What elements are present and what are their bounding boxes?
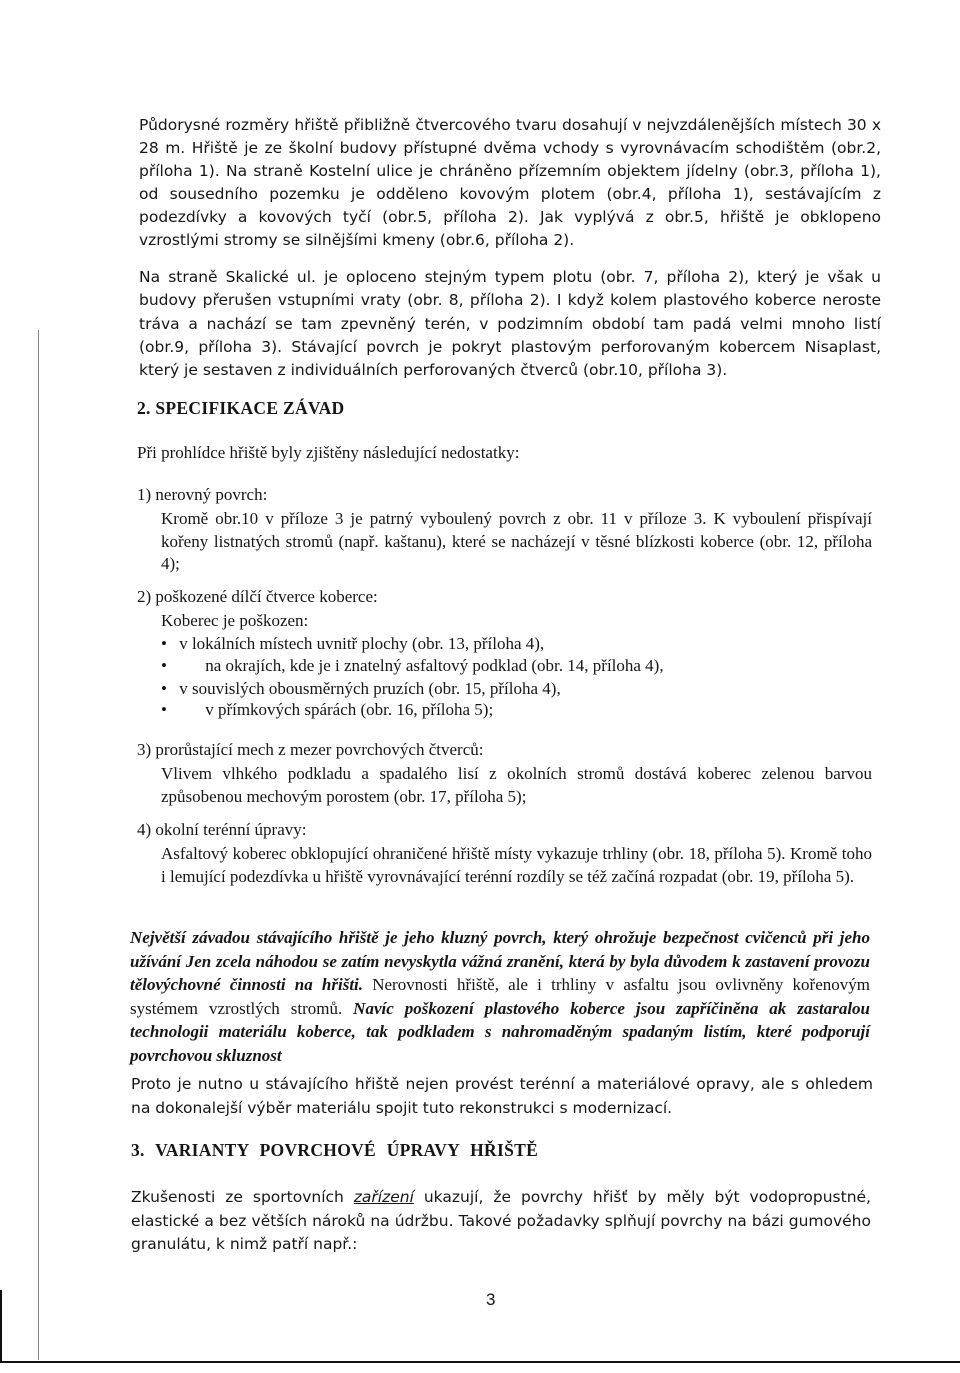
defect-4-text: Asfaltový koberec obklopující ohraničené hřiště místy vykazuje trhliny (obr. 18, příloha 5). Kromě toho i lemující podezdívka u hřiště vyrovnávající terénní rozdíly se též začíná rozpadat (obr. 19, příloha 5). [161,844,872,886]
bullet-icon: • [161,634,167,653]
intro-paragraph-1: Půdorysné rozměry hřiště přibližně čtvercového tvaru dosahují v nejvzdálenějších místech 30 x 28 m. Hřiště je ze školní budovy přístupné dvěma vchody s vyrovnávacím schodištěm (obr.2, příloha 1). Na straně Kostelní ulice je chráněno přízemním objektem jídelny (obr.3, příloha 1), od sousedního pozemku je odděleno kovovým plotem (obr.4, příloha 1), sestávajícím z podezdívky a kovových tyčí (obr.5, příloha 2). Jak vyplývá z obr.5, hřiště je obklopeno vzrostlými stromy se silnějšími kmeny (obr.6, příloha 2). [139,116,881,249]
bullet-icon: • [161,679,167,698]
defect-3-text: Vlivem vlhkého podkladu a spadalého lisí z okolních stromů dostává koberec zelenou barvou způsobenou mechovým porostem (obr. 17, příloha 5); [161,764,872,806]
list-item: • na okrajích, kde je i znatelný asfaltový podklad (obr. 14, příloha 4), [161,656,664,675]
list-item: • v souvislých obousměrných pruzích (obr. 15, příloha 4), [161,679,561,698]
section-2-heading: 2. SPECIFIKACE ZÁVAD [137,398,345,418]
scan-bottom-line [0,1361,960,1363]
list-item: • v lokálních místech uvnitř plochy (obr. 13, příloha 4), [161,634,545,653]
defect-2-label: 2) poškozené dílčí čtverce koberce: [137,587,378,606]
defect-4-label: 4) okolní terénní úpravy: [137,820,307,839]
intro-paragraph-2: Na straně Skalické ul. je oploceno stejným typem plotu (obr. 7, příloha 2), který je však u budovy přerušen vstupními vraty (obr. 8, příloha 2). I když kolem plastového koberce neroste tráva a nachází se tam zpevněný terén, v podzimním období tam padá velmi mnoho listí (obr.9, příloha 3). Stávající povrch je pokryt plastovým perforovaným kobercem Nisaplast, který je sestaven z individuálních perforovaných čtverců (obr.10, příloha 3). [139,268,881,380]
defect-2-text: Koberec je poškozen: [161,611,309,630]
page-number: 3 [486,1290,496,1309]
defect-1-text: Kromě obr.10 v příloze 3 je patrný vyboulený povrch z obr. 11 v příloze 3. K vyboulení přispívají kořeny listnatých stromů (např. kaštanu), které se nacházejí v těsné blízkosti koberce (obr. 12, příloha 4); [161,509,872,573]
defect-1-label: 1) nerovný povrch: [137,485,268,504]
scan-left-edge [0,1290,2,1362]
scan-margin-line [38,330,39,1360]
defect-3-label: 3) prorůstající mech z mezer povrchových čtverců: [137,740,484,759]
section-3-heading: 3. VARIANTY POVRCHOVÉ ÚPRAVY HŘIŠTĚ [131,1140,539,1160]
bullet-icon: • [161,700,167,719]
list-item: • v přímkových spárách (obr. 16, příloha 5); [161,700,494,719]
main-defect-summary: Největší závadou stávajícího hřiště je jeho kluzný povrch, který ohrožuje bezpečnost cvičenců při jeho užívání Jen zcela náhodou se zatím nevyskytla vážná zranění, která by byla důvodem k zastavení provozu tělovýchovné činnosti na hřišti. Nerovnosti hřiště, ale i trhliny v asfaltu jsou ovlivněny kořenovým systémem vzrostlých stromů. Navíc poškození plastového koberce jsou zapříčiněna ak zastaralou technologii materiálu koberce, tak podkladem s nahromaděným spadaným listím, které podporují povrchovou skluznost [130,928,871,1065]
bullet-icon: • [161,656,167,675]
section-3-paragraph: Zkušenosti ze sportovních zařízení ukazují, že povrchy hřišť by měly být vodopropustné, elastické a bez větších nároků na údržbu. Takové požadavky splňují povrchy na bázi gumového granulátu, k nimž patří např.: [131,1188,871,1253]
section-2-lead: Při prohlídce hřiště byly zjištěny následující nedostatky: [137,443,520,462]
conclusion-paragraph: Proto je nutno u stávajícího hřiště nejen provést terénní a materiálové opravy, ale s ohledem na dokonalejší výběr materiálu spojit tuto rekonstrukci s modernizací. [131,1075,873,1117]
